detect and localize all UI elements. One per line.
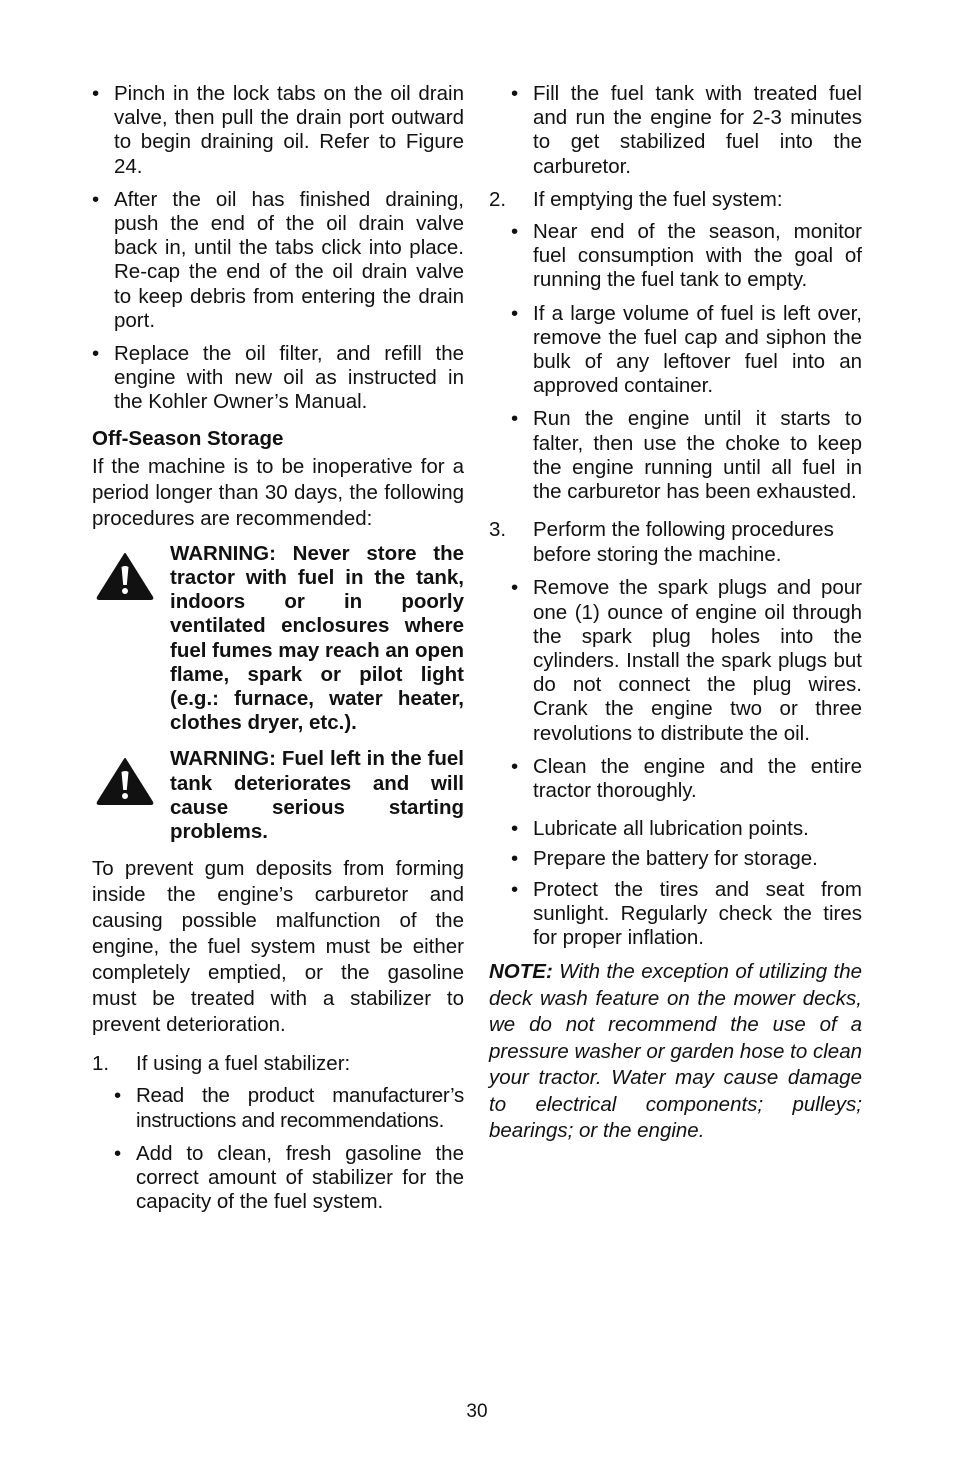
bullet-read-manufacturer-instructions — [114, 1084, 464, 1132]
warning-fuel-storage — [92, 542, 464, 736]
step-2 — [489, 188, 862, 212]
bullet-fill-fuel-tank: • Fill the fuel tank with treated fuel and run the engine for 2-3 minutes to get stabilized fuel into the carburetor. — [511, 82, 862, 179]
bullet-run-engine-choke: • Run the engine until it starts to falter, then use the choke to keep the engine running until all fuel in the carburetor has been exhausted. — [511, 407, 862, 504]
step-3 — [489, 518, 862, 568]
left-column — [92, 82, 464, 1224]
step-text-line-2: before storing the machine. — [533, 543, 782, 567]
warning-triangle-icon — [96, 552, 154, 600]
step-text: If emptying the fuel system: — [533, 187, 783, 211]
bullet-add-stabilizer: • Add to clean, fresh gasoline the correct amount of stabilizer for the capacity of the fuel system. — [114, 1142, 464, 1215]
bullet-siphon-fuel: • If a large volume of fuel is left over, remove the fuel cap and siphon the bulk of any leftover fuel into an approved container. — [511, 302, 862, 399]
bullet-pinch-lock-tabs: • Pinch in the lock tabs on the oil drain valve, then pull the drain port outward to begin draining oil. Refer to Figure 24. — [92, 82, 464, 179]
warning-fuel-deterioration — [92, 747, 464, 844]
step-number: 2. — [489, 187, 507, 211]
gum-deposits-paragraph: To prevent gum deposits from forming inside the engine’s carburetor and causing possible malfunction of the engine, the fuel system must be either completely emptied, or the gasoline must be treated with a stabilizer to prevent deterioration. — [92, 857, 464, 1037]
step-1 — [92, 1052, 464, 1076]
bullet-clean-engine: • Clean the engine and the entire tractor thoroughly. — [511, 755, 862, 803]
bullet-replace-oil-filter: • Replace the oil filter, and refill the engine with new oil as instructed in the Kohler Owner’s Manual. — [92, 342, 464, 415]
step-number: 3. — [489, 518, 507, 542]
warning-triangle-icon — [96, 757, 154, 805]
step-number: 1. — [92, 1052, 110, 1076]
bullet-lubricate: • Lubricate all lubrication points. — [511, 817, 862, 841]
right-column — [489, 82, 862, 1145]
bullet-spark-plugs-oil: • Remove the spark plugs and pour one (1) ounce of engine oil through the spark plug holes into the cylinders. Install the spark plugs but do not connect the plug wires. Crank the engine two or three revolutions to distribute the oil. — [511, 576, 862, 745]
section-heading-off-season-storage: Off-Season Storage — [92, 426, 284, 450]
intro-paragraph: If the machine is to be inoperative for a period longer than 30 days, the following procedures are recommended: — [92, 454, 464, 530]
bullet-after-draining: • After the oil has finished draining, push the end of the oil drain valve back in, until the tabs click into place. Re-cap the end of the oil drain valve to keep debris from entering the drain port. — [92, 188, 464, 333]
step-text-line-1: Perform the following procedures — [533, 518, 834, 542]
bullet-battery-storage: • Prepare the battery for storage. — [511, 847, 862, 871]
page-number: 30 — [466, 1401, 488, 1422]
bullet-protect-tires: • Protect the tires and seat from sunlight. Regularly check the tires for proper inflation. — [511, 878, 862, 951]
warning-text: WARNING: Fuel left in the fuel tank deteriorates and will cause serious starting problems. — [170, 747, 464, 844]
note-label: NOTE: — [489, 960, 553, 984]
bullet-text: Read the product manufacturer’s instructions and recommendations. — [136, 1084, 464, 1132]
note-text: With the exception of utilizing the deck wash feature on the mower decks, we do not recommend the use of a pressure washer or garden hose to clean your tractor. Water may cause damage to electrical components; pulleys; bearings; or the engine. — [489, 960, 863, 1143]
warning-text: WARNING: Never store the tractor with fuel in the tank, indoors or in poorly ventilated enclosures where fuel fumes may reach an open flame, spark or pilot light (e.g.: furnace, water heater, clothes dryer, etc.). — [170, 541, 464, 735]
bullet-monitor-fuel: • Near end of the season, monitor fuel consumption with the goal of running the fuel tank to empty. — [511, 220, 862, 293]
note-paragraph — [489, 959, 862, 1145]
step-text: If using a fuel stabilizer: — [136, 1052, 351, 1076]
